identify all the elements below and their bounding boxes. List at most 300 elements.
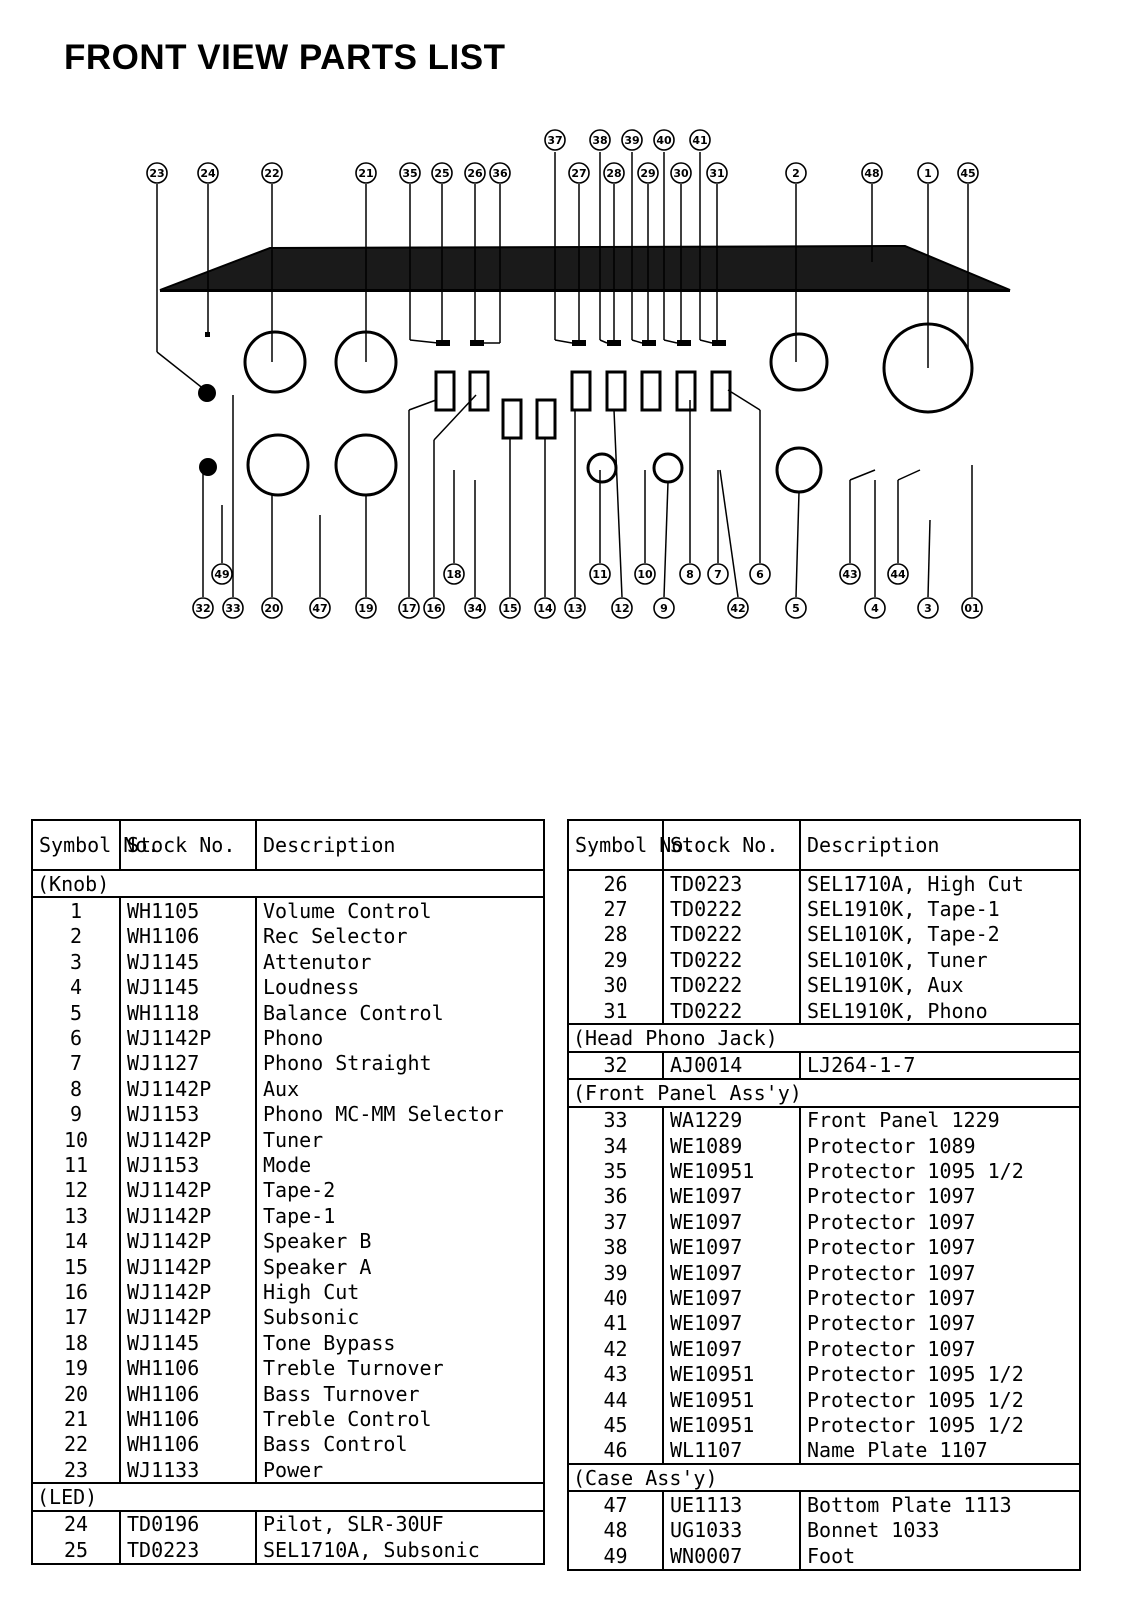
callout-36	[490, 163, 510, 183]
table-row	[568, 1518, 1080, 1543]
table-row	[32, 1305, 544, 1330]
svg-text:37: 37	[547, 134, 563, 147]
description-cell: SEL1010K, Tuner	[800, 947, 1080, 972]
description-cell: Protector 1097	[800, 1285, 1080, 1310]
stock-header: Stock No.	[120, 820, 256, 870]
svg-text:18: 18	[446, 568, 462, 581]
callout-21	[356, 163, 376, 183]
svg-text:29: 29	[640, 167, 656, 180]
table-row	[568, 1412, 1080, 1437]
description-cell: Protector 1097	[800, 1336, 1080, 1361]
callout-01	[962, 598, 982, 618]
push-buttons	[436, 372, 730, 438]
led-mark	[677, 340, 691, 346]
description-cell: Protector 1095 1/2	[800, 1158, 1080, 1183]
description-cell: Loudness	[256, 975, 544, 1000]
stock-cell: WH1106	[120, 1406, 256, 1431]
table-row	[568, 1387, 1080, 1412]
aux-button	[677, 372, 695, 410]
svg-text:48: 48	[864, 167, 880, 180]
table-row	[568, 1311, 1080, 1336]
svg-text:38: 38	[592, 134, 608, 147]
symbol-cell: 17	[32, 1305, 120, 1330]
treble-turnover-knob	[336, 435, 396, 495]
symbol-cell: 43	[568, 1361, 663, 1386]
svg-text:49: 49	[214, 568, 230, 581]
stock-cell: TD0223	[663, 870, 800, 896]
symbol-cell: 37	[568, 1209, 663, 1234]
stock-cell: WJ1145	[120, 1330, 256, 1355]
callout-9	[654, 598, 674, 618]
callout-24	[198, 163, 218, 183]
description-cell: Attenutor	[256, 949, 544, 974]
description-cell: Protector 1097	[800, 1260, 1080, 1285]
description-cell: High Cut	[256, 1279, 544, 1304]
description-cell: Protector 1089	[800, 1133, 1080, 1158]
group-header-row	[568, 1024, 1080, 1051]
description-cell: Phono MC-MM Selector	[256, 1102, 544, 1127]
stock-cell: TD0223	[120, 1537, 256, 1563]
description-cell: Treble Control	[256, 1406, 544, 1431]
callout-38	[590, 130, 610, 150]
description-cell: Tape-1	[256, 1203, 544, 1228]
table-row	[568, 1336, 1080, 1361]
description-cell: Tuner	[256, 1127, 544, 1152]
led-mark	[436, 340, 450, 346]
symbol-header: Symbol No.	[32, 820, 120, 870]
stock-cell: WH1106	[120, 1381, 256, 1406]
svg-text:13: 13	[567, 602, 583, 615]
svg-text:14: 14	[537, 602, 553, 615]
table-row	[568, 998, 1080, 1024]
group-label: (Head Phono Jack)	[568, 1024, 1080, 1051]
symbol-cell: 7	[32, 1051, 120, 1076]
description-cell: Protector 1095 1/2	[800, 1387, 1080, 1412]
bass-control-knob	[245, 332, 305, 392]
description-cell: Bottom Plate 1113	[800, 1491, 1080, 1517]
tape-1-button	[572, 372, 590, 410]
stock-cell: WJ1142P	[120, 1127, 256, 1152]
description-cell: Protector 1095 1/2	[800, 1361, 1080, 1386]
svg-text:5: 5	[792, 602, 800, 615]
symbol-cell: 33	[568, 1107, 663, 1133]
callout-3	[918, 598, 938, 618]
table-row	[32, 1432, 544, 1457]
symbol-cell: 40	[568, 1285, 663, 1310]
svg-text:01: 01	[964, 602, 980, 615]
table-row	[568, 1491, 1080, 1517]
svg-text:45: 45	[960, 167, 976, 180]
description-cell: Power	[256, 1457, 544, 1483]
svg-text:9: 9	[660, 602, 668, 615]
symbol-cell: 27	[568, 896, 663, 921]
stock-cell: WE10951	[663, 1361, 800, 1386]
description-cell: Treble Turnover	[256, 1355, 544, 1380]
table-row	[32, 897, 544, 923]
table-row	[568, 1285, 1080, 1310]
stock-cell: WE10951	[663, 1387, 800, 1412]
table-row	[32, 1537, 544, 1563]
stock-cell: TD0222	[663, 922, 800, 947]
svg-text:24: 24	[200, 167, 216, 180]
callout-31	[707, 163, 727, 183]
description-cell: Protector 1097	[800, 1311, 1080, 1336]
svg-text:15: 15	[502, 602, 518, 615]
callout-22	[262, 163, 282, 183]
stock-cell: WE1097	[663, 1209, 800, 1234]
symbol-cell: 49	[568, 1543, 663, 1569]
svg-text:26: 26	[467, 167, 483, 180]
symbol-cell: 36	[568, 1184, 663, 1209]
symbol-cell: 1	[32, 897, 120, 923]
description-header: Description	[800, 820, 1080, 870]
callout-33	[223, 598, 243, 618]
description-cell: Phono	[256, 1025, 544, 1050]
table-row	[32, 1152, 544, 1177]
svg-text:21: 21	[358, 167, 374, 180]
symbol-cell: 44	[568, 1387, 663, 1412]
svg-text:27: 27	[571, 167, 587, 180]
table-row	[32, 1406, 544, 1431]
subsonic-button	[436, 372, 454, 410]
symbol-cell: 22	[32, 1432, 120, 1457]
callout-8	[680, 564, 700, 584]
stock-cell: WJ1153	[120, 1102, 256, 1127]
table-row	[32, 1000, 544, 1025]
callout-23	[147, 163, 167, 183]
description-cell: Front Panel 1229	[800, 1107, 1080, 1133]
symbol-cell: 13	[32, 1203, 120, 1228]
table-row	[32, 924, 544, 949]
description-cell: Speaker B	[256, 1228, 544, 1253]
svg-text:23: 23	[149, 167, 165, 180]
stock-cell: UG1033	[663, 1518, 800, 1543]
callout-29	[638, 163, 658, 183]
table-row	[568, 1107, 1080, 1133]
svg-text:10: 10	[637, 568, 653, 581]
callout-4	[865, 598, 885, 618]
description-cell: Balance Control	[256, 1000, 544, 1025]
group-header-row	[568, 1464, 1080, 1491]
symbol-cell: 38	[568, 1234, 663, 1259]
svg-text:36: 36	[492, 167, 508, 180]
description-cell: SEL1010K, Tape-2	[800, 922, 1080, 947]
led-mark	[607, 340, 621, 346]
symbol-cell: 18	[32, 1330, 120, 1355]
callout-45	[958, 163, 978, 183]
stock-cell: WL1107	[663, 1438, 800, 1464]
svg-text:42: 42	[730, 602, 746, 615]
svg-text:22: 22	[264, 167, 280, 180]
description-cell: Tone Bypass	[256, 1330, 544, 1355]
callout-42	[728, 598, 748, 618]
callout-10	[635, 564, 655, 584]
description-cell: Protector 1095 1/2	[800, 1412, 1080, 1437]
symbol-cell: 16	[32, 1279, 120, 1304]
svg-text:12: 12	[614, 602, 630, 615]
symbol-cell: 12	[32, 1178, 120, 1203]
stock-cell: TD0222	[663, 896, 800, 921]
table-row	[32, 1076, 544, 1101]
svg-text:47: 47	[312, 602, 328, 615]
stock-cell: WE1097	[663, 1184, 800, 1209]
table-row	[568, 922, 1080, 947]
symbol-cell: 21	[32, 1406, 120, 1431]
callout-49	[212, 564, 232, 584]
callout-26	[465, 163, 485, 183]
symbol-cell: 48	[568, 1518, 663, 1543]
stock-cell: WE10951	[663, 1158, 800, 1183]
svg-text:25: 25	[434, 167, 450, 180]
table-row	[568, 1361, 1080, 1386]
table-row	[568, 1209, 1080, 1234]
callout-27	[569, 163, 589, 183]
callout-5	[786, 598, 806, 618]
led-mark	[470, 340, 484, 346]
table-row	[32, 1102, 544, 1127]
symbol-cell: 3	[32, 949, 120, 974]
symbol-cell: 9	[32, 1102, 120, 1127]
callout-32	[193, 598, 213, 618]
description-cell: Volume Control	[256, 897, 544, 923]
description-cell: Pilot, SLR-30UF	[256, 1511, 544, 1537]
stock-cell: WE10951	[663, 1412, 800, 1437]
rec-selector-knob	[771, 334, 827, 390]
svg-text:6: 6	[756, 568, 764, 581]
symbol-cell: 19	[32, 1355, 120, 1380]
stock-cell: WJ1142P	[120, 1178, 256, 1203]
table-row	[568, 1260, 1080, 1285]
speaker-a-button	[503, 400, 521, 438]
parts-table-left	[31, 819, 545, 1565]
symbol-cell: 6	[32, 1025, 120, 1050]
table-row	[568, 870, 1080, 896]
description-cell: LJ264-1-7	[800, 1052, 1080, 1079]
svg-text:20: 20	[264, 602, 280, 615]
svg-text:3: 3	[924, 602, 932, 615]
stock-cell: WJ1127	[120, 1051, 256, 1076]
svg-text:44: 44	[890, 568, 906, 581]
description-cell: SEL1710A, Subsonic	[256, 1537, 544, 1563]
stock-cell: TD0222	[663, 973, 800, 998]
stock-cell: TD0196	[120, 1511, 256, 1537]
page-title: FRONT VIEW PARTS LIST	[64, 38, 506, 77]
symbol-cell: 29	[568, 947, 663, 972]
high-cut-button	[470, 372, 488, 410]
callout-43	[840, 564, 860, 584]
callout-18	[444, 564, 464, 584]
description-cell: SEL1710A, High Cut	[800, 870, 1080, 896]
group-label: (Knob)	[32, 870, 544, 897]
svg-text:41: 41	[692, 134, 708, 147]
description-cell: Bonnet 1033	[800, 1518, 1080, 1543]
description-cell: SEL1910K, Tape-1	[800, 896, 1080, 921]
callout-12	[612, 598, 632, 618]
table-row	[568, 1158, 1080, 1183]
svg-text:40: 40	[656, 134, 672, 147]
stock-cell: WH1106	[120, 1355, 256, 1380]
symbol-cell: 34	[568, 1133, 663, 1158]
description-cell: Protector 1097	[800, 1234, 1080, 1259]
group-label: (Front Panel Ass'y)	[568, 1079, 1080, 1106]
stock-cell: WJ1142P	[120, 1279, 256, 1304]
symbol-cell: 5	[32, 1000, 120, 1025]
callout-48	[862, 163, 882, 183]
mode-knob	[588, 454, 616, 482]
table-row	[568, 1052, 1080, 1079]
callout-34	[465, 598, 485, 618]
table-row	[32, 1178, 544, 1203]
callout-44	[888, 564, 908, 584]
symbol-cell: 20	[32, 1381, 120, 1406]
bonnet-shape	[160, 246, 1010, 290]
stock-cell: WA1229	[663, 1107, 800, 1133]
stock-cell: WE1097	[663, 1311, 800, 1336]
callout-2	[786, 163, 806, 183]
stock-cell: WH1106	[120, 1432, 256, 1457]
table-row	[32, 1203, 544, 1228]
callout-20	[262, 598, 282, 618]
callout-17	[399, 598, 419, 618]
stock-cell: AJ0014	[663, 1052, 800, 1079]
symbol-cell: 35	[568, 1158, 663, 1183]
callout-30	[671, 163, 691, 183]
led-mark	[572, 340, 586, 346]
stock-header: Stock No.	[663, 820, 800, 870]
symbol-cell: 25	[32, 1537, 120, 1563]
symbol-cell: 24	[32, 1511, 120, 1537]
callout-16	[424, 598, 444, 618]
svg-text:11: 11	[592, 568, 608, 581]
headphone-jack	[199, 458, 217, 476]
svg-text:39: 39	[624, 134, 640, 147]
description-cell: Foot	[800, 1543, 1080, 1569]
stock-cell: WJ1142P	[120, 1228, 256, 1253]
group-header-row	[568, 1079, 1080, 1106]
callout-47	[310, 598, 330, 618]
description-cell: Bass Control	[256, 1432, 544, 1457]
stock-cell: WJ1142P	[120, 1254, 256, 1279]
svg-text:31: 31	[709, 167, 725, 180]
symbol-cell: 28	[568, 922, 663, 947]
table-row	[568, 1184, 1080, 1209]
symbol-cell: 30	[568, 973, 663, 998]
symbol-header: Symbol No.	[568, 820, 663, 870]
symbol-cell: 8	[32, 1076, 120, 1101]
description-cell: Bass Turnover	[256, 1381, 544, 1406]
table-row	[32, 949, 544, 974]
table-row	[32, 1511, 544, 1537]
callout-40	[654, 130, 674, 150]
symbol-cell: 26	[568, 870, 663, 896]
svg-text:19: 19	[358, 602, 374, 615]
table-row	[32, 1025, 544, 1050]
table-row	[568, 896, 1080, 921]
description-cell: Phono Straight	[256, 1051, 544, 1076]
callout-1	[918, 163, 938, 183]
symbol-cell: 46	[568, 1438, 663, 1464]
stock-cell: UE1113	[663, 1491, 800, 1517]
stock-cell: WE1097	[663, 1234, 800, 1259]
stock-cell: WE1097	[663, 1336, 800, 1361]
svg-text:32: 32	[195, 602, 211, 615]
callout-28	[604, 163, 624, 183]
table-row	[32, 1051, 544, 1076]
table-row	[32, 1330, 544, 1355]
stock-cell: WJ1133	[120, 1457, 256, 1483]
symbol-cell: 4	[32, 975, 120, 1000]
table-row	[32, 1381, 544, 1406]
bass-turnover-knob	[248, 435, 308, 495]
callout-15	[500, 598, 520, 618]
tape-2-button	[607, 372, 625, 410]
description-cell: Mode	[256, 1152, 544, 1177]
callout-35	[400, 163, 420, 183]
callout-19	[356, 598, 376, 618]
led-mark	[712, 340, 726, 346]
svg-text:16: 16	[426, 602, 442, 615]
stock-cell: WN0007	[663, 1543, 800, 1569]
table-row	[32, 1254, 544, 1279]
symbol-cell: 14	[32, 1228, 120, 1253]
table-row	[32, 1127, 544, 1152]
stock-cell: WJ1142P	[120, 1305, 256, 1330]
callout-39	[622, 130, 642, 150]
description-header: Description	[256, 820, 544, 870]
symbol-cell: 15	[32, 1254, 120, 1279]
speaker-b-button	[537, 400, 555, 438]
callout-7	[708, 564, 728, 584]
svg-text:28: 28	[606, 167, 622, 180]
table-row	[568, 1543, 1080, 1569]
svg-text:33: 33	[225, 602, 241, 615]
table-row	[32, 1457, 544, 1483]
tuner-button	[642, 372, 660, 410]
callout-14	[535, 598, 555, 618]
phono-button	[712, 372, 730, 410]
stock-cell: WJ1142P	[120, 1025, 256, 1050]
svg-text:4: 4	[871, 602, 879, 615]
svg-text:8: 8	[686, 568, 694, 581]
stock-cell: WH1106	[120, 924, 256, 949]
table-row	[568, 1133, 1080, 1158]
symbol-cell: 41	[568, 1311, 663, 1336]
symbol-cell: 10	[32, 1127, 120, 1152]
description-cell: Protector 1097	[800, 1209, 1080, 1234]
table-row	[32, 1279, 544, 1304]
symbol-cell: 2	[32, 924, 120, 949]
callout-41	[690, 130, 710, 150]
leader-lines	[157, 152, 972, 597]
symbol-cell: 23	[32, 1457, 120, 1483]
table-row	[32, 1355, 544, 1380]
stock-cell: TD0222	[663, 947, 800, 972]
stock-cell: WJ1145	[120, 949, 256, 974]
parts-table-right	[567, 819, 1081, 1571]
svg-text:2: 2	[792, 167, 800, 180]
table-row	[568, 1438, 1080, 1464]
description-cell: Aux	[256, 1076, 544, 1101]
callout-25	[432, 163, 452, 183]
stock-cell: WH1105	[120, 897, 256, 923]
symbol-cell: 39	[568, 1260, 663, 1285]
table-header-row	[32, 820, 544, 870]
stock-cell: WH1118	[120, 1000, 256, 1025]
stock-cell: WJ1153	[120, 1152, 256, 1177]
description-cell: Rec Selector	[256, 924, 544, 949]
svg-text:1: 1	[924, 167, 932, 180]
callout-11	[590, 564, 610, 584]
